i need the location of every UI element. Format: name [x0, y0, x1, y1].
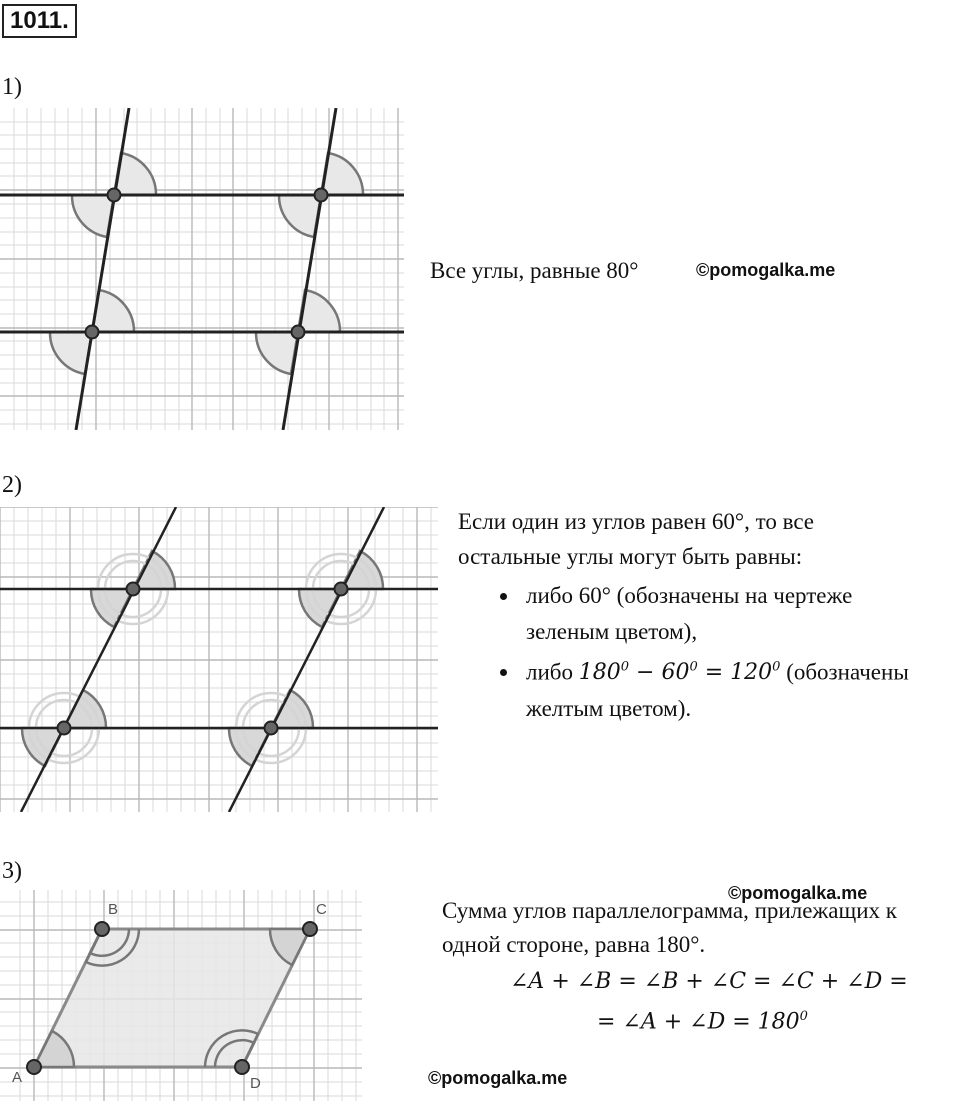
watermark: ©pomogalka.me — [696, 260, 836, 280]
bullet-item — [520, 650, 960, 727]
figure-3 — [0, 890, 362, 1101]
bullet-item — [520, 578, 960, 650]
bullet-2-suffix: (обозначены — [786, 659, 909, 685]
parallelogram — [34, 929, 310, 1067]
bullet-1-line-1: либо 60° (обозначены на чертеже — [526, 583, 853, 608]
figure-2 — [0, 507, 438, 812]
bullet-2-line-2: желтым цветом). — [526, 696, 692, 722]
bullet-2-prefix: либо — [526, 659, 573, 685]
part-3-equation-1: ∠A + ∠B = ∠B + ∠C = ∠C + ∠D = — [510, 969, 908, 994]
part-2-label: 2) — [2, 472, 22, 498]
figure-1-grid — [0, 108, 404, 430]
part-3-line-1: Сумма углов параллелограмма, прилежащих к — [442, 898, 897, 923]
bullet-1-line-2: зеленым цветом), — [526, 619, 698, 644]
part-3-equation-2: = ∠A + ∠D = $180^0$ — [597, 1009, 808, 1035]
figure-1 — [0, 108, 404, 430]
bullet-2-formula: $180^0 - 60^0 = 120^0$ — [578, 660, 781, 686]
watermark: ©pomogalka.me — [428, 1068, 568, 1088]
vertex-label-a: A — [12, 1069, 23, 1086]
part-3-line-2: одной стороне, равна 180°. — [442, 932, 706, 957]
part-1-label: 1) — [2, 74, 22, 100]
watermark: ©pomogalka.me — [728, 883, 868, 903]
part-2-intro-line-1: Если один из углов равен 60°, то все — [458, 509, 815, 534]
part-1-text: Все углы, равные 80° — [430, 258, 639, 283]
part-2-intro-line-2: остальные углы могут быть равны: — [458, 544, 803, 569]
vertex-label-c: C — [316, 901, 327, 918]
vertex-label-b: B — [108, 901, 119, 918]
vertex-label-d: D — [250, 1075, 261, 1092]
figure-2-angle-arcs — [22, 551, 383, 766]
part-2-bullet-list — [460, 578, 960, 727]
problem-number: 1011. — [2, 4, 77, 38]
part-3-label: 3) — [2, 858, 22, 884]
